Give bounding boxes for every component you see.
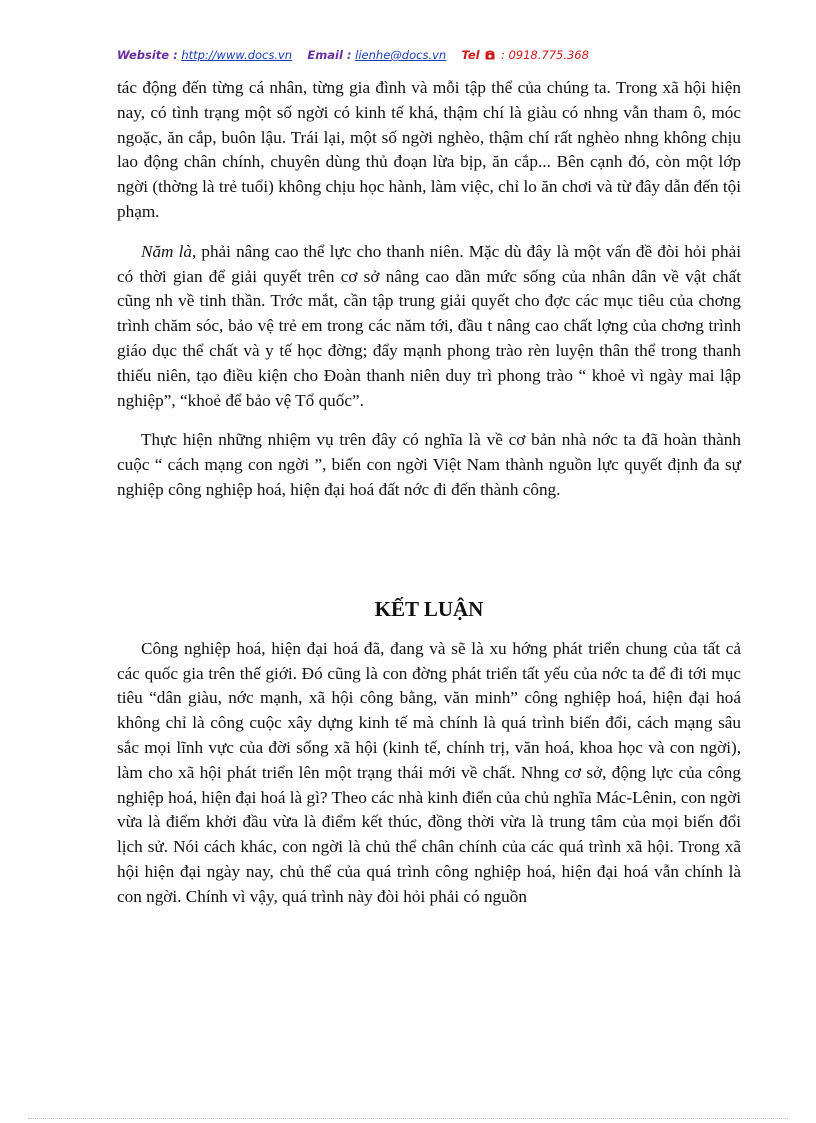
email-label: Email : [307,48,352,62]
email-link[interactable]: lienhe@docs.vn [355,48,447,62]
paragraph-2 [117,240,741,414]
document-body [117,76,741,910]
paragraph-2-lead: Năm là [141,241,192,261]
section-title: KẾT LUẬN [374,596,484,621]
paragraph-2-text: , phải nâng cao thể lực cho thanh niên. Mặc dù đây là một vấn đề đòi hỏi phải có thời gian để giải quyết trên cơ sở nâng cao dần mức sống của nhân dân về vật chất cũng nh về tinh thần. Trớc mắt, cần tập trung giải quyết cho đợc các mục tiêu của chơng trình chăm sóc, bảo vệ trẻ em trong các năm tới, đầu t nâng cao chất lợng của chơng trình giáo dục thể chất và y tế học đờng; đẩy mạnh phong trào rèn luyện thân thể trong thanh thiếu niên, tạo điều kiện cho Đoàn thanh niên duy trì phong trào “ khoẻ vì ngày mai lập nghiệp”, “khoẻ để bảo vệ Tổ quốc”. [117,241,741,410]
tel-value: : 0918.775.368 [500,48,589,62]
paragraph-3: Thực hiện những nhiệm vụ trên đây có nghĩa là về cơ bản nhà nớc ta đã hoàn thành cuộc “ cách mạng con ngời ”, biến con ngời Việt Nam thành nguồn lực quyết định đa sự nghiệp công nghiệp hoá, hiện đại hoá đất nớc đi đến thành công. [117,430,741,499]
footer-divider [28,1118,788,1119]
page-header [117,48,589,62]
conclusion-paragraph: Công nghiệp hoá, hiện đại hoá đã, đang và sẽ là xu hớng phát triển chung của tất cả các quốc gia trên thế giới. Đó cũng là con đờng phát triển tất yếu của nớc ta để đi tới mục tiêu “dân giàu, nớc mạnh, xã hội công bằng, văn minh” công nghiệp hoá, hiện đại hoá không chỉ là công cuộc xây dựng kinh tế mà chính là quá trình biến đổi, cách mạng sâu sắc mọi lĩnh vực của đời sống xã hội (kinh tế, chính trị, văn hoá, khoa học và con ngời), làm cho xã hội phát triển lên một trạng thái mới về chất. Nhng cơ sở, động lực của công nghiệp hoá, hiện đại hoá là gì? Theo các nhà kinh điển của chủ nghĩa Mác-Lênin, con ngời vừa là điểm khởi đầu vừa là điểm kết thúc, đồng thời vừa là trung tâm của mọi biến đổi lịch sử. Nói cách khác, con ngời là chủ thể chân chính của các quá trình xã hội. Trong xã hội hiện đại ngày nay, chủ thể của quá trình công nghiệp hoá, hiện đại hoá vẫn chính là con ngời. Chính vì vậy, quá trình này đòi hỏi phải có nguồn [117,638,741,906]
paragraph-1: tác động đến từng cá nhân, từng gia đình và mỗi tập thể của chúng ta. Trong xã hội hiện nay, có tình trạng một số ngời có kinh tế khá, thậm chí là giàu có nhng vẫn tham ô, móc ngoặc, ăn cắp, buôn lậu. Trái lại, một số ngời nghèo, thậm chí rất nghèo nhng không chịu lao động chân chính, chuyên dùng thủ đoạn lừa bịp, ăn cắp... Bên cạnh đó, còn một lớp ngời (thờng là trẻ tuổi) không chịu học hành, làm việc, chỉ lo ăn chơi và từ đây dẫn đến tội phạm. [117,78,741,221]
tel-label: Tel [461,48,480,62]
website-link[interactable]: http://www.docs.vn [181,48,293,62]
phone-icon [485,49,495,59]
website-label: Website : [117,48,178,62]
